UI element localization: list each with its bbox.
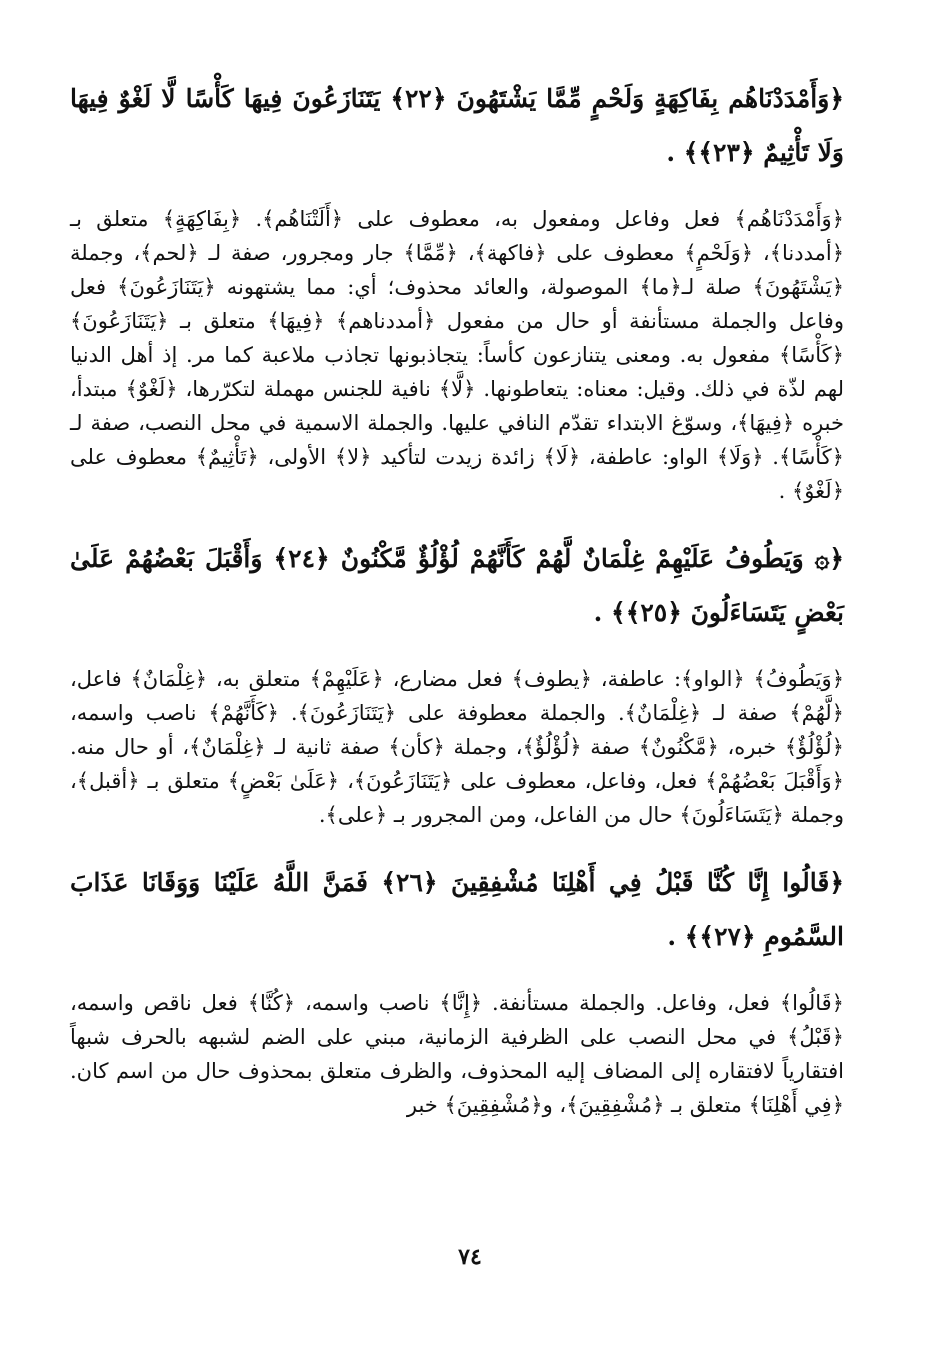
commentary-verse-26-27: ﴿قَالُوا﴾ فعل، وفاعل. والجملة مستأنفة. ﴿إِنَّا﴾ ناصب واسمه، ﴿كُنَّا﴾ فعل ناقص واسمه، ﴿قَبْلُ﴾ في محل النصب على الظرفية الزمانية، مبني على الضم لشبهه بالحرف شبهاً افتقارياً لافتقاره إلى المضاف إليه المحذوف، والظرف متعلق بمحذوف حال من اسم كان. ﴿فِي أَهْلِنَا﴾ متعلق بـ ﴿مُشْفِقِينَ﴾، و﴿مُشْفِقِينَ﴾ خبر <box>70 991 844 1117</box>
quran-verse-24-25: ﴿۞ وَيَطُوفُ عَلَيْهِمْ غِلْمَانٌ لَّهُمْ كَأَنَّهُمْ لُؤْلُؤٌ مَّكْنُونٌ ﴿٢٤﴾ وَأَقْبَلَ بَعْضُهُمْ عَلَىٰ بَعْضٍ يَتَسَاءَلُونَ ﴿٢٥﴾﴾ . <box>70 544 844 627</box>
commentary-verse-24-25: ﴿وَيَطُوفُ﴾ ﴿الواو﴾: عاطفة، ﴿يطوف﴾ فعل مضارع، ﴿عَلَيْهِمْ﴾ متعلق به، ﴿غِلْمَانٌ﴾ فاعل، ﴿لَّهُمْ﴾ صفة لـ ﴿غِلْمَانٌ﴾. والجملة معطوفة على ﴿يَتَنَازَعُونَ﴾. ﴿كَأَنَّهُمْ﴾ ناصب واسمه، ﴿لُؤْلُؤٌ﴾ خبره، ﴿مَّكْنُونٌ﴾ صفة ﴿لُؤْلُؤٌ﴾، وجملة ﴿كأن﴾ صفة ثانية لـ ﴿غِلْمَانٌ﴾، أو حال منه. ﴿وَأَقْبَلَ بَعْضُهُمْ﴾ فعل، وفاعل، معطوف على ﴿يَتَنَازَعُونَ﴾، ﴿عَلَىٰ بَعْضٍ﴾ متعلق بـ ﴿أقبل﴾، وجملة ﴿يَتَسَاءَلُونَ﴾ حال من الفاعل، ومن المجرور بـ ﴿علی﴾. <box>70 667 844 827</box>
commentary-verse-22-23: ﴿وَأَمْدَدْنَاهُم﴾ فعل وفاعل ومفعول به، معطوف على ﴿أَلَتْنَاهُم﴾. ﴿بِفَاكِهَةٍ﴾ متعلق بـ ﴿أمددنا﴾، ﴿وَلَحْمٍ﴾ معطوف على ﴿فاكهة﴾، ﴿مِّمَّا﴾ جار ومجرور، صفة لـ ﴿لحم﴾، وجملة ﴿يَشْتَهُونَ﴾ صلة لـ﴿ما﴾ الموصولة، والعائد محذوف؛ أي: مما يشتهونه ﴿يَتَنَازَعُونَ﴾ فعل وفاعل والجملة مستأنفة أو حال من مفعول ﴿أمددناهم﴾ ﴿فِيهَا﴾ متعلق بـ ﴿يَتَنَازَعُونَ﴾ ﴿كَأْسًا﴾ مفعول به. ومعنى يتنازعون كأساً: يتجاذبونها تجاذب ملاعبة كما مر. إذ أهل الدنيا لهم لذّة في ذلك. وقيل: معناه: يتعاطونها. ﴿لَّا﴾ نافية للجنس مهملة لتكرّرها، ﴿لَغْوٌ﴾ مبتدأ، خبره ﴿فِيهَا﴾، وسوّغ الابتداء تقدّم النافي عليها. والجملة الاسمية في محل النصب، صفة لـ ﴿كَأْسًا﴾. ﴿وَلَا﴾ الواو: عاطفة، ﴿لَا﴾ زائدة زيدت لتأكيد ﴿لا﴾ الأولى، ﴿تَأْثِيمٌ﴾ معطوف على ﴿لَغْوٌ﴾ . <box>70 207 844 503</box>
quran-verse-26-27: ﴿قَالُوا إِنَّا كُنَّا قَبْلُ فِي أَهْلِنَا مُشْفِقِينَ ﴿٢٦﴾ فَمَنَّ اللَّهُ عَلَيْنَا وَوَقَانَا عَذَابَ السَّمُومِ ﴿٢٧﴾﴾ . <box>70 868 844 951</box>
quran-verse-22-23: ﴿وَأَمْدَدْنَاهُم بِفَاكِهَةٍ وَلَحْمٍ مِّمَّا يَشْتَهُونَ ﴿٢٢﴾ يَتَنَازَعُونَ فِيهَا كَأْسًا لَّا لَغْوٌ فِيهَا وَلَا تَأْثِيمٌ ﴿٢٣﴾﴾ . <box>70 84 844 167</box>
page-number: ٧٤ <box>458 1244 482 1270</box>
